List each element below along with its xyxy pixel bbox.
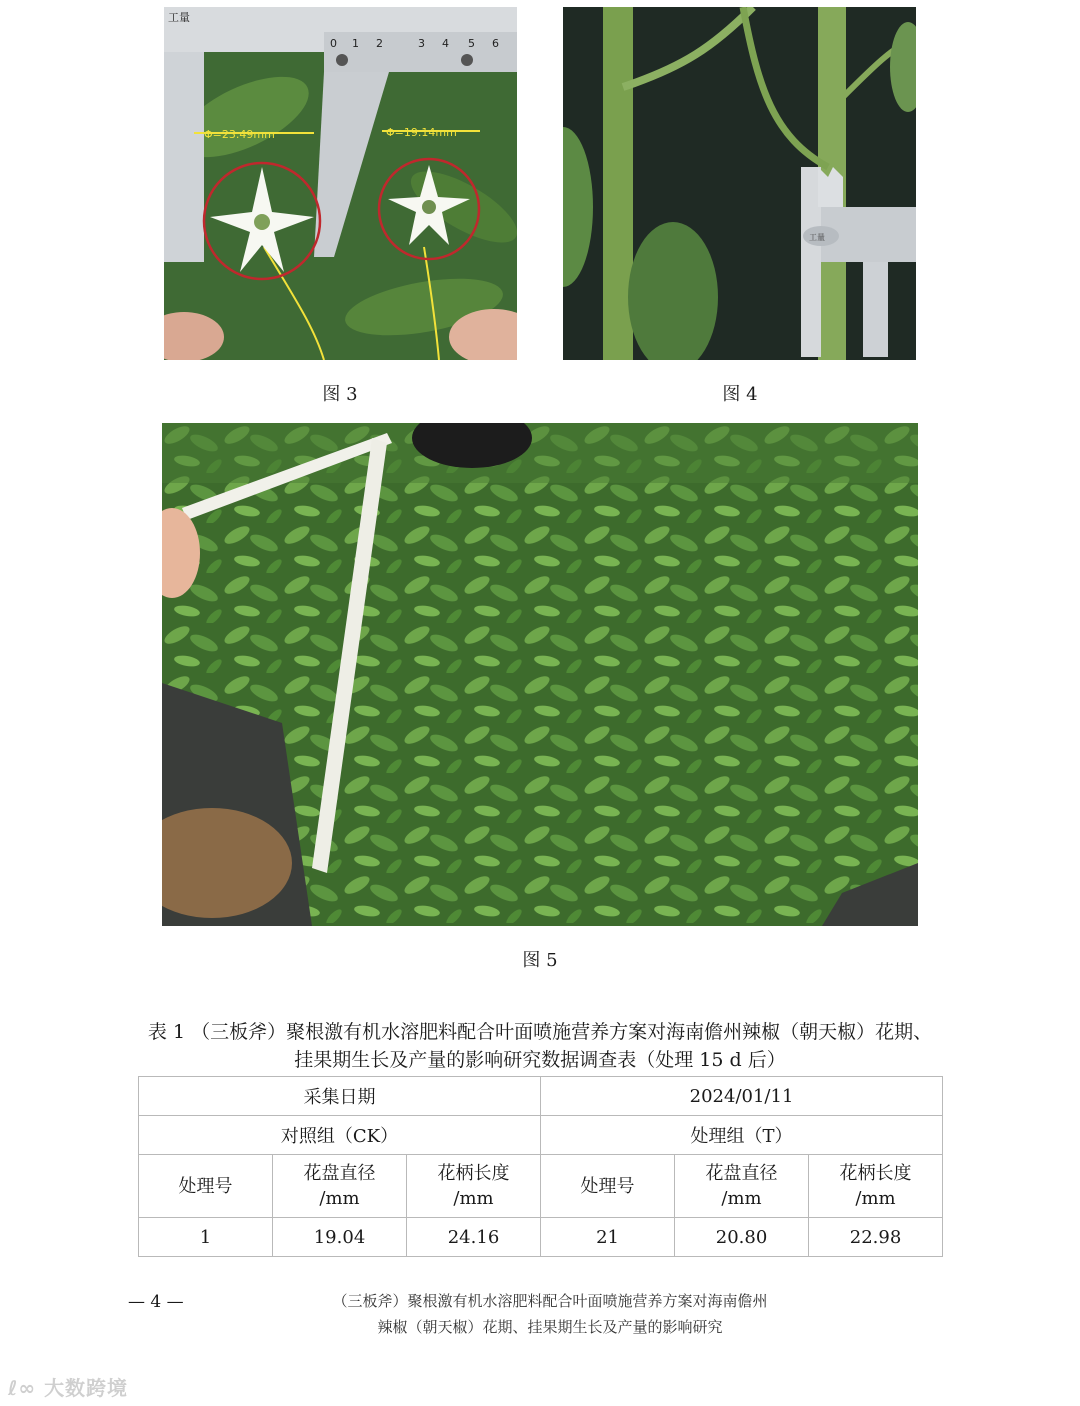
table-title xyxy=(110,1018,970,1074)
figure-5-caption: 图 5 xyxy=(522,950,558,971)
table-title-line-2: 挂果期生长及产量的影响研究数据调查表（处理 15 d 后） xyxy=(294,1049,786,1071)
header-unit: /mm xyxy=(319,1188,360,1209)
header-t-id: 处理号 xyxy=(541,1155,675,1218)
cell-ck-id: 1 xyxy=(139,1218,273,1257)
cell-t-length: 22.98 xyxy=(809,1218,943,1257)
cell-t-id: 21 xyxy=(541,1218,675,1257)
header-text: 花盘直径 xyxy=(705,1163,778,1184)
cell-ck-diameter: 19.04 xyxy=(273,1218,407,1257)
ruler-brand: 工量 xyxy=(809,233,825,242)
ruler-tick: 2 xyxy=(376,37,383,50)
table-row xyxy=(139,1077,943,1116)
data-table xyxy=(138,1076,943,1257)
header-t-diameter xyxy=(675,1155,809,1218)
ruler-tick: 3 xyxy=(418,37,425,50)
header-ck-diameter xyxy=(273,1155,407,1218)
table-row xyxy=(139,1116,943,1155)
cell-ck-length: 24.16 xyxy=(407,1218,541,1257)
ruler-brand: 工量 xyxy=(168,11,190,24)
header-unit: /mm xyxy=(721,1188,762,1209)
running-footer-line-2: 辣椒（朝天椒）花期、挂果期生长及产量的影响研究 xyxy=(377,1318,723,1336)
header-t-length xyxy=(809,1155,943,1218)
figure-3-photo xyxy=(164,7,517,360)
cell-t-diameter: 20.80 xyxy=(675,1218,809,1257)
figure-5-photo xyxy=(162,423,918,926)
header-unit: /mm xyxy=(453,1188,494,1209)
figure-3-caption: 图 3 xyxy=(322,384,358,405)
table-header-row xyxy=(139,1155,943,1218)
ruler-tick: 6 xyxy=(492,37,499,50)
figure-4-photo xyxy=(563,7,916,360)
ruler-tick: 4 xyxy=(442,37,449,50)
watermark xyxy=(8,1372,128,1401)
diameter-label-right: Φ=19.14mm xyxy=(386,126,457,139)
ruler-tick: 5 xyxy=(468,37,475,50)
header-text: 花柄长度 xyxy=(839,1163,912,1184)
ruler-tick: 0 xyxy=(330,37,337,50)
date-label-cell: 采集日期 xyxy=(139,1077,541,1116)
table-row xyxy=(139,1218,943,1257)
date-value-cell: 2024/01/11 xyxy=(541,1077,943,1116)
group-ck-header: 对照组（CK） xyxy=(139,1116,541,1155)
page-number: — 4 — xyxy=(128,1292,184,1312)
ruler-tick: 1 xyxy=(352,37,359,50)
figure-4-caption: 图 4 xyxy=(722,384,758,405)
group-t-header: 处理组（T） xyxy=(541,1116,943,1155)
header-ck-id: 处理号 xyxy=(139,1155,273,1218)
header-text: 花盘直径 xyxy=(303,1163,376,1184)
diameter-label-left: Φ=23.49mm xyxy=(204,128,275,141)
watermark-text: 大数跨境 xyxy=(44,1376,129,1400)
header-unit: /mm xyxy=(855,1188,896,1209)
running-footer-line-1: （三板斧）聚根激有机水溶肥料配合叶面喷施营养方案对海南儋州 xyxy=(332,1292,768,1310)
table-title-line-1: 表 1 （三板斧）聚根激有机水溶肥料配合叶面喷施营养方案对海南儋州辣椒（朝天椒）花期、 xyxy=(147,1021,933,1043)
header-text: 花柄长度 xyxy=(437,1163,510,1184)
header-ck-length xyxy=(407,1155,541,1218)
watermark-logo-icon: ℓ∞ xyxy=(8,1376,37,1400)
